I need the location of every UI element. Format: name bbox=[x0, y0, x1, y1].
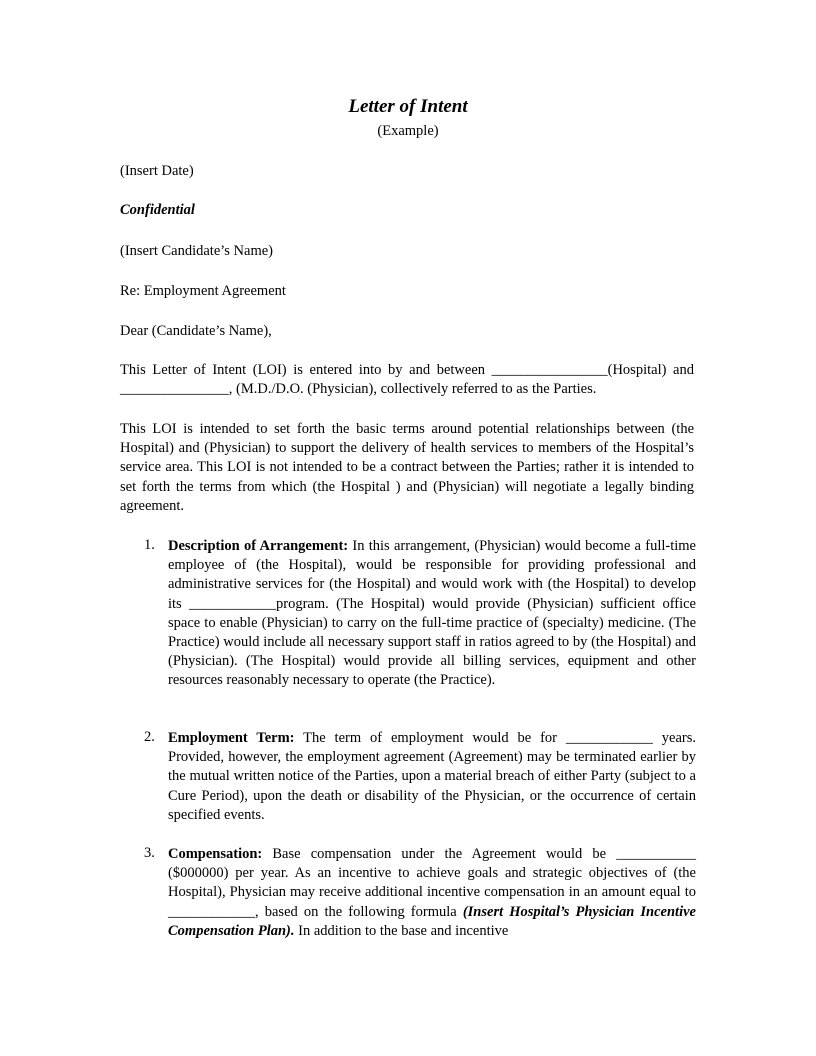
list-item-heading: Compensation: bbox=[168, 846, 263, 862]
list-item-heading: Employment Term: bbox=[168, 730, 295, 746]
confidential-label: Confidential bbox=[120, 202, 195, 218]
document-subtitle: (Example) bbox=[377, 123, 439, 139]
list-item-number: 3. bbox=[144, 845, 155, 861]
list-item-heading: Description of Arrangement: bbox=[168, 538, 349, 554]
document-title: Letter of Intent bbox=[348, 96, 468, 117]
list-item-text: The term of employment would be for ____________ years. Provided, however, the employment agreement (Agreement) may be terminated earlier by the mutual written notice of the Parties, upon a material breach of either Party (subject to a Cure Period), upon the death or disability of the Physician, or the occurrence of certain specified events. bbox=[168, 730, 696, 823]
list-item-number: 1. bbox=[144, 537, 155, 553]
list-item-text-continued: In addition to the base and incentive bbox=[294, 922, 509, 939]
list-item-text: Base compensation under the Agreement would be ___________ ($000000) per year. As an incentive to achieve goals and strategic objectives of (the Hospital), Physician may receive additional incentive compensation in an amount equal to ____________, based on the following formula bbox=[168, 846, 696, 920]
list-item-body bbox=[168, 537, 696, 691]
purpose-paragraph: This LOI is intended to set forth the basic terms around potential relationships between (the Hospital) and (Physician) to support the delivery of health services to members of the Hospital’s service area. This LOI is not intended to be a contract between the Parties; rather it is intended to set forth the terms from which (the Hospital ) and (Physician) will negotiate a legally binding agreement. bbox=[120, 421, 694, 514]
list-item-body bbox=[168, 729, 696, 825]
date-placeholder: (Insert Date) bbox=[120, 163, 194, 179]
list-item-number: 2. bbox=[144, 729, 155, 745]
intro-paragraph: This Letter of Intent (LOI) is entered into by and between ________________(Hospital) and _______________, (M.D./D.O. (Physician), collectively referred to as the Parties. bbox=[120, 362, 694, 398]
list-item-body bbox=[168, 845, 696, 941]
candidate-name: (Insert Candidate’s Name) bbox=[120, 243, 274, 259]
re-line: Re: Employment Agreement bbox=[120, 283, 286, 299]
formula-emphasis: (Insert Hospital’s Physician Incentive Compensation Plan). bbox=[168, 903, 696, 939]
list-item-text: In this arrangement, (Physician) would become a full-time employee of (the Hospital), would be responsible for providing professional and administrative services for (the Hospital) and would work with (the Hospital) to develop its ____________program. (The Hospital) would provide (Physician) sufficient office space to enable (Physician) to carry on the full-time practice of (specialty) medicine. (The Practice) would include all necessary support staff in ratios agreed to by (the Hospital) and (Physician). (The Hospital) would provide all billing services, equipment and other resources reasonably necessary to operate (the Practice). bbox=[168, 538, 696, 689]
salutation: Dear (Candidate’s Name), bbox=[120, 323, 272, 339]
